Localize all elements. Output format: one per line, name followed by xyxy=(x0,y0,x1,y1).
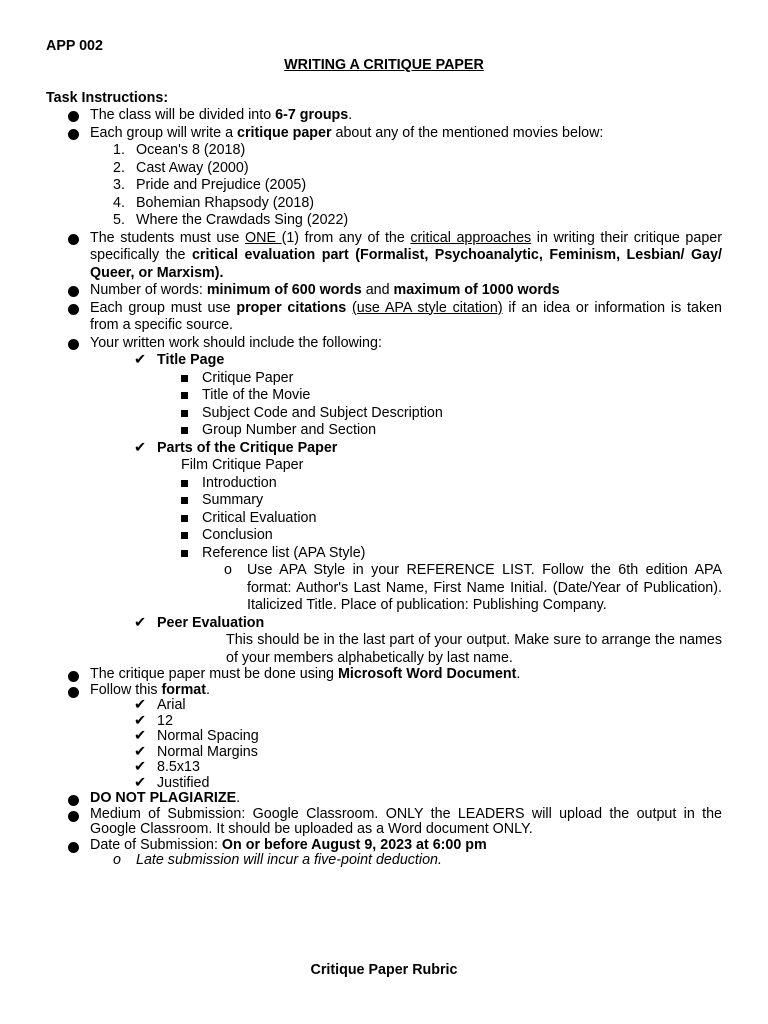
bullet-groups: The class will be divided into 6-7 groups. xyxy=(0,107,768,125)
square-bullet-icon xyxy=(181,550,188,557)
square-bullet-icon xyxy=(181,375,188,382)
checkmark-icon: ✔ xyxy=(134,439,146,456)
document-title: WRITING A CRITIQUE PAPER xyxy=(284,57,484,73)
list-item: Subject Code and Subject Description xyxy=(0,405,768,423)
section-title-page: ✔ Title Page xyxy=(134,352,225,368)
film-critique-subtitle: Film Critique Paper xyxy=(181,457,304,473)
movie-item: 5. Where the Crawdads Sing (2022) xyxy=(113,212,349,228)
bullet-dot xyxy=(68,842,79,853)
format-item: ✔ Arial xyxy=(134,697,186,713)
checkmark-icon: ✔ xyxy=(134,728,146,744)
format-item: ✔ Normal Spacing xyxy=(134,728,259,744)
movie-item: 2. Cast Away (2000) xyxy=(113,159,249,176)
checkmark-icon: ✔ xyxy=(134,697,146,713)
square-bullet-icon xyxy=(181,480,188,487)
bullet-dot xyxy=(68,811,79,822)
list-item: Reference list (APA Style) xyxy=(0,545,768,563)
bullet-dot xyxy=(68,339,79,350)
movie-item: 1. Ocean's 8 (2018) xyxy=(113,142,246,158)
format-item: ✔ Justified xyxy=(134,774,210,791)
bullet-plagiarize: DO NOT PLAGIARIZE. xyxy=(0,791,768,807)
list-item: Conclusion xyxy=(0,527,768,545)
bullet-dot xyxy=(68,234,79,245)
bullet-date: Date of Submission: On or before August 9, 2023 at 6:00 pm xyxy=(0,838,768,854)
list-item: Title of the Movie xyxy=(0,387,768,405)
bullet-dot xyxy=(68,286,79,297)
checkmark-icon: ✔ xyxy=(134,774,146,791)
bullet-dot xyxy=(68,111,79,122)
list-item: Group Number and Section xyxy=(0,422,768,440)
instructions-body xyxy=(0,107,768,869)
bullet-word-document: The critique paper must be done using Microsoft Word Document. xyxy=(0,667,768,683)
square-bullet-icon xyxy=(181,427,188,434)
format-item: ✔ 12 xyxy=(134,712,173,729)
format-item: ✔ Normal Margins xyxy=(134,743,258,760)
square-bullet-icon xyxy=(181,515,188,522)
section-peer-evaluation: ✔ Peer Evaluation xyxy=(134,614,265,631)
group-count: 6-7 groups xyxy=(275,107,349,123)
bullet-dot xyxy=(68,129,79,140)
checkmark-icon: ✔ xyxy=(134,614,146,631)
hollow-bullet-icon: o xyxy=(224,562,232,578)
bullet-dot xyxy=(68,304,79,315)
rubric-heading: Critique Paper Rubric xyxy=(310,962,458,978)
square-bullet-icon xyxy=(181,410,188,417)
square-bullet-icon xyxy=(181,497,188,504)
format-item: ✔ 8.5x13 xyxy=(134,759,200,775)
checkmark-icon: ✔ xyxy=(134,352,146,368)
list-item: Critical Evaluation xyxy=(0,510,768,528)
peer-evaluation-text: This should be in the last part of your output. Make sure to arrange the names of your members alphabetically by last name. xyxy=(226,632,722,666)
hollow-bullet-icon: o xyxy=(113,852,121,868)
list-item: Introduction xyxy=(0,475,768,493)
checkmark-icon: ✔ xyxy=(134,712,146,729)
bullet-word-count: Number of words: minimum of 600 words and maximum of 1000 words xyxy=(0,282,768,300)
checkmark-icon: ✔ xyxy=(134,743,146,760)
square-bullet-icon xyxy=(181,392,188,399)
bullet-critical-approach: The students must use ONE (1) from any of the critical approaches in writing their critique paper specifically the critical evaluation part (Formalist, Psychoanalytic, Feminism, Lesbian/ Gay/ Queer, or Marxism). xyxy=(0,230,768,283)
bullet-dot xyxy=(68,687,79,698)
square-bullet-icon xyxy=(181,532,188,539)
apa-note: o Use APA Style in your REFERENCE LIST. Follow the 6th edition APA format: Author's Last Name, First Name Initial. (Date/Year of Publication). Italicized Title. Place of publication: Publishing Company. xyxy=(224,562,722,613)
bullet-medium: Medium of Submission: Google Classroom. ONLY the LEADERS will upload the output in the Google Classroom. It should be uploaded as a Word document ONLY. xyxy=(0,807,768,838)
bullet-write-critique: Each group will write a critique paper about any of the mentioned movies below: xyxy=(0,125,768,143)
checkmark-icon: ✔ xyxy=(134,759,146,775)
list-item: Summary xyxy=(0,492,768,510)
movie-item: 3. Pride and Prejudice (2005) xyxy=(113,177,307,193)
bullet-include: Your written work should include the following: xyxy=(0,335,768,353)
bullet-dot xyxy=(68,671,79,682)
section-parts: ✔ Parts of the Critique Paper xyxy=(134,439,338,456)
course-code: APP 002 xyxy=(46,38,103,54)
bullet-dot xyxy=(68,795,79,806)
task-instructions-heading: Task Instructions: xyxy=(46,90,169,106)
list-item: Critique Paper xyxy=(0,370,768,388)
bullet-format: Follow this format. xyxy=(0,683,768,699)
bullet-citations: Each group must use proper citations (use APA style citation) if an idea or information is taken from a specific source. xyxy=(0,300,768,335)
movie-item: 4. Bohemian Rhapsody (2018) xyxy=(113,194,315,211)
late-submission-note: o Late submission will incur a five-point deduction. xyxy=(113,852,442,868)
